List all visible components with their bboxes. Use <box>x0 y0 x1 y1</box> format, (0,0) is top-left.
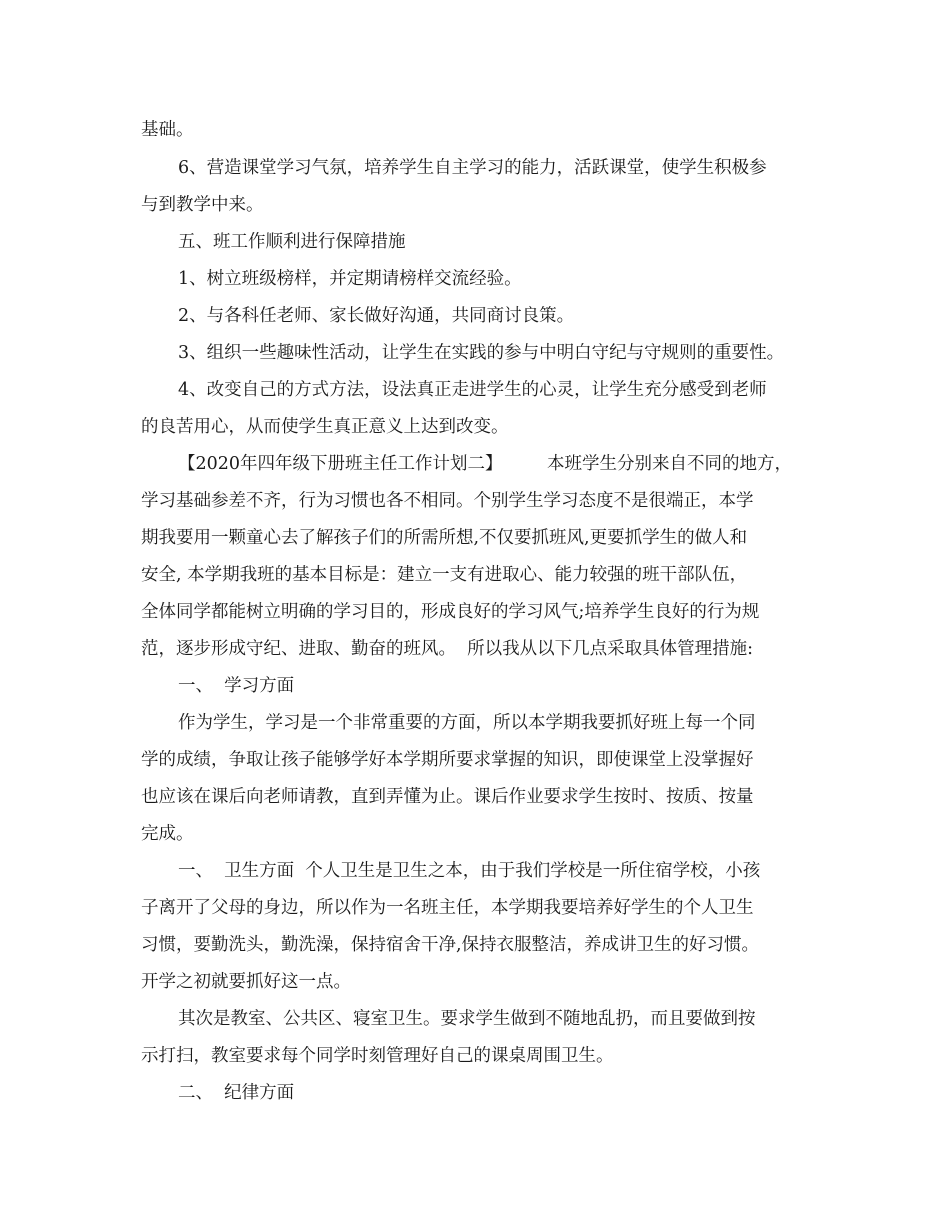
text-line: 与到教学中来。 <box>141 195 264 215</box>
text-line: 4、改变自己的方式方法，设法真正走进学生的心灵，让学生充分感受到老师 <box>178 380 767 400</box>
text-line: 2、与各科任老师、家长做好沟通，共同商讨良策。 <box>178 306 575 326</box>
section-heading: 一、 卫生方面 个人卫生是卫生之本，由于我们学校是一所住宿学校，小孩 <box>178 861 761 881</box>
text-line: 的良苦用心，从而使学生真正意义上达到改变。 <box>141 417 509 437</box>
text-line: 完成。 <box>141 824 194 844</box>
text-line: 全体同学都能树立明确的学习目的，形成良好的学习风气;培养学生良好的行为规 <box>141 602 760 622</box>
section-heading: 五、班工作顺利进行保障措施 <box>178 232 406 252</box>
text-line: 安全, 本学期我班的基本目标是：建立一支有进取心、能力较强的班干部队伍， <box>141 565 748 585</box>
text-line: 1、树立班级榜样，并定期请榜样交流经验。 <box>178 269 522 289</box>
section-heading: 一、 学习方面 <box>178 676 295 696</box>
text-line: 开学之初就要抓好这一点。 <box>141 972 351 992</box>
text-line: 【2020年四年级下册班主任工作计划二】 本班学生分别来自不同的地方， <box>178 454 793 474</box>
text-line: 3、组织一些趣味性活动，让学生在实践的参与中明白守纪与守规则的重要性。 <box>178 343 785 363</box>
text-line: 也应该在课后向老师请教，直到弄懂为止。课后作业要求学生按时、按质、按量 <box>141 787 754 807</box>
text-line: 习惯，要勤洗头，勤洗澡，保持宿舍干净,保持衣服整洁，养成讲卫生的好习惯。 <box>141 935 760 955</box>
text-line: 基础。 <box>141 120 194 140</box>
text-line: 其次是教室、公共区、寝室卫生。要求学生做到不随地乱扔，而且要做到按 <box>178 1009 756 1029</box>
text-line: 示打扫，教室要求每个同学时刻管理好自己的课桌周围卫生。 <box>141 1046 614 1066</box>
section-heading: 二、 纪律方面 <box>178 1083 295 1103</box>
text-line: 6、营造课堂学习气氛，培养学生自主学习的能力，活跃课堂，使学生积极参 <box>178 158 767 178</box>
text-line: 期我要用一颗童心去了解孩子们的所需所想,不仅要抓班风,更要抓学生的做人和 <box>141 528 748 548</box>
text-line: 学的成绩，争取让孩子能够学好本学期所要求掌握的知识，即使课堂上没掌握好 <box>141 750 754 770</box>
text-line: 作为学生，学习是一个非常重要的方面，所以本学期我要抓好班上每一个同 <box>178 713 756 733</box>
text-line: 范，逐步形成守纪、进取、勤奋的班风。 所以我从以下几点采取具体管理措施: <box>141 639 754 659</box>
text-line: 学习基础参差不齐，行为习惯也各不相同。个别学生学习态度不是很端正，本学 <box>141 491 754 511</box>
text-line: 子离开了父母的身边，所以作为一名班主任，本学期我要培养好学生的个人卫生 <box>141 898 754 918</box>
